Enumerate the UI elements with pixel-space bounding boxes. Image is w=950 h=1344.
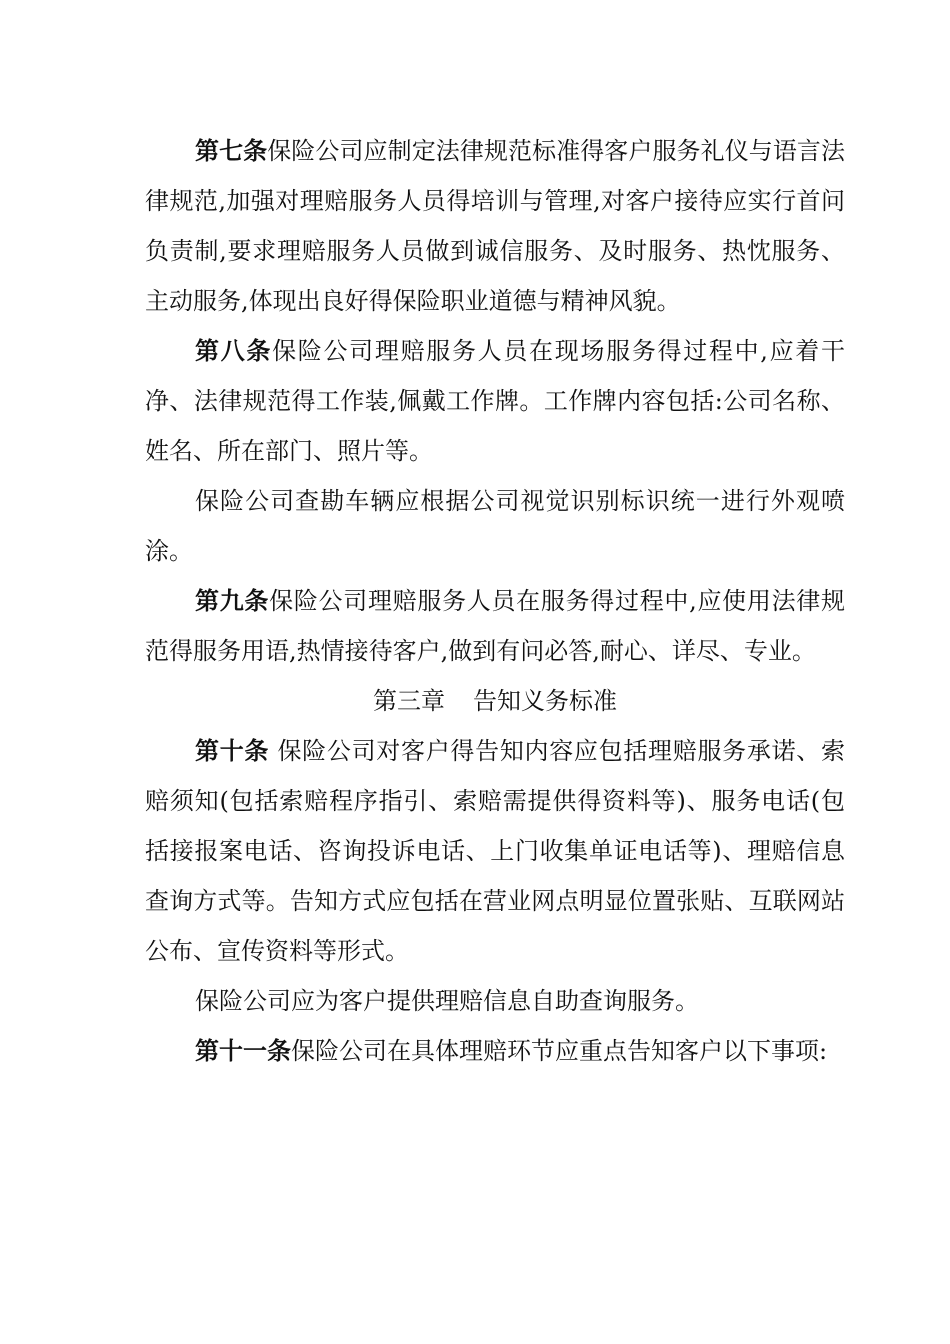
vehicle-text: 保险公司查勘车辆应根据公司视觉识别标识统一进行外观喷涂。 bbox=[145, 487, 845, 565]
article-10-paragraph bbox=[145, 726, 845, 976]
article-11-text: 保险公司在具体理赔环节应重点告知客户以下事项: bbox=[291, 1037, 828, 1065]
chapter-title: 告知义务标准 bbox=[473, 687, 617, 715]
article-10-text: 保险公司对客户得告知内容应包括理赔服务承诺、索赔须知(包括索赔程序指引、索赔需提供得资料等)、服务电话(包括接报案电话、咨询投诉电话、上门收集单证电话等)、理赔信息查询方式等。告知方式应包括在营业网点明显位置张贴、互联网站公布、宣传资料等形式。 bbox=[145, 737, 845, 965]
article-10-label: 第十条 bbox=[195, 737, 270, 765]
article-7-paragraph bbox=[145, 126, 845, 326]
article-7-text: 保险公司应制定法律规范标准得客户服务礼仪与语言法律规范,加强对理赔服务人员得培训与管理,对客户接待应实行首问负责制,要求理赔服务人员做到诚信服务、及时服务、热忱服务、主动服务,体现出良好得保险职业道德与精神风貌。 bbox=[145, 137, 846, 315]
article-7-label: 第七条 bbox=[195, 137, 268, 165]
article-8-paragraph bbox=[145, 326, 845, 476]
article-9-paragraph bbox=[145, 576, 845, 676]
self-service-text: 保险公司应为客户提供理赔信息自助查询服务。 bbox=[195, 987, 699, 1015]
self-service-paragraph bbox=[145, 976, 845, 1026]
chapter-number: 第三章 bbox=[373, 687, 445, 715]
article-9-text: 保险公司理赔服务人员在服务得过程中,应使用法律规范得服务用语,热情接待客户,做到有问必答,耐心、详尽、专业。 bbox=[145, 587, 845, 665]
article-11-paragraph bbox=[145, 1026, 845, 1076]
document-page bbox=[145, 126, 845, 1076]
article-8-text: 保险公司理赔服务人员在现场服务得过程中,应着干净、法律规范得工作装,佩戴工作牌。工作牌内容包括:公司名称、姓名、所在部门、照片等。 bbox=[145, 337, 845, 465]
article-9-label: 第九条 bbox=[195, 587, 270, 615]
article-8-label: 第八条 bbox=[195, 337, 273, 365]
chapter-heading bbox=[145, 676, 845, 726]
vehicle-paragraph bbox=[145, 476, 845, 576]
article-11-label: 第十一条 bbox=[195, 1037, 291, 1065]
